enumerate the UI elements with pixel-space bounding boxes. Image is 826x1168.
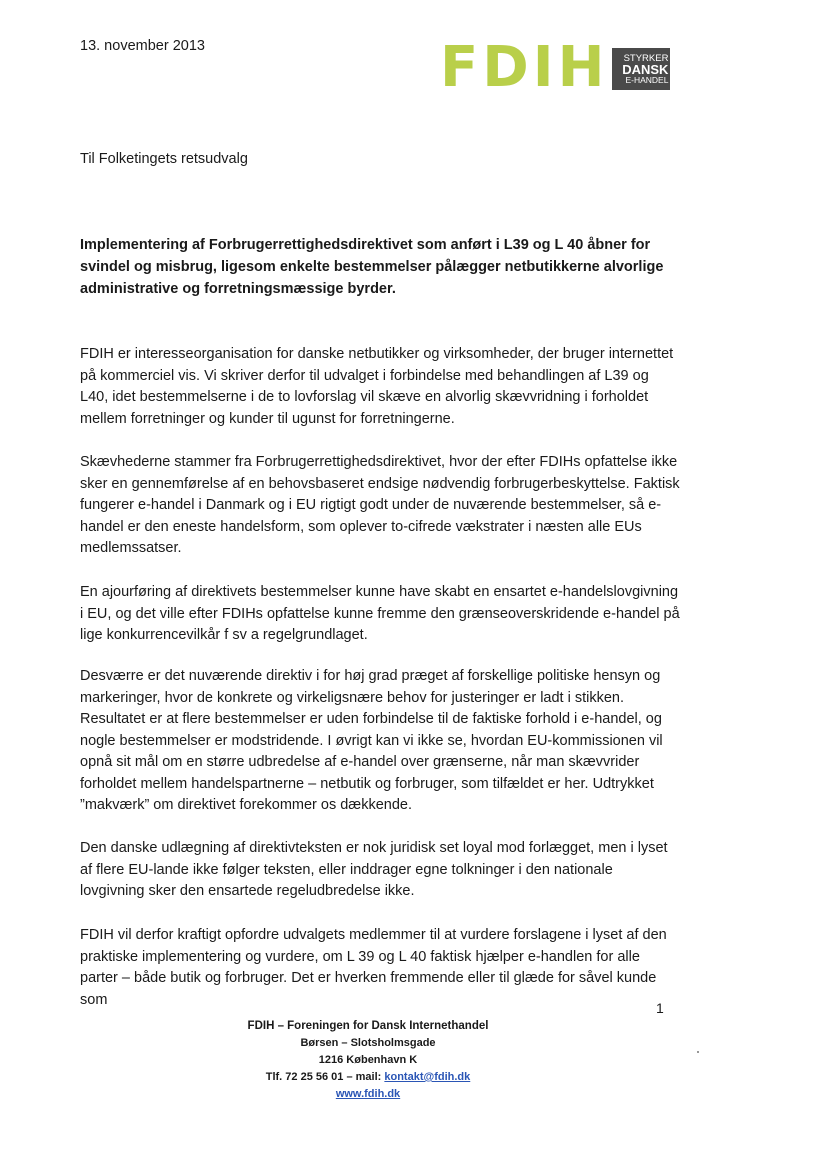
date: 13. november 2013 [80,38,205,54]
footer-email-link[interactable]: kontakt@fdih.dk [384,1071,471,1083]
paragraph-1: FDIH er interesseorganisation for danske netbutikker og virksomheder, der bruger internettet på kommerciel vis. Vi skriver derfor til udvalget i forbindelse med behandlingen af L39 og L40, idet bestemmelserne i de to lovforslag vil skæve en alvorlig skævvridning i forholdet mellem forretninger og kunder til ugunst for forretningerne. [80,346,674,427]
recipient: Til Folketingets retsudvalg [80,151,248,167]
footer-phone: Tlf. 72 25 56 01 – mail: [265,1071,385,1083]
footer-org: FDIH – Foreningen for Dansk Internethandel [247,1020,489,1032]
logo-tagline-3: E-HANDEL [625,75,669,85]
scan-speck [697,1051,699,1053]
logo-text: FDIH [440,35,609,100]
paragraph-3: En ajourføring af direktivets bestemmelser kunne have skabt en ensartet e-handelslovgivning i EU, og det ville efter FDIHs opfattelse kunne fremme den grænseoverskridende e-handel på lige konkurrencevilkår f sv a regelgrundlaget. [80,584,680,643]
fdih-logo [440,35,670,100]
footer-city: 1216 København K [318,1054,418,1066]
paragraph-4: Desværre er det nuværende direktiv i for høj grad præget af forskellige politiske hensyn og markeringer, hvor de konkrete og virkeligsnære behov for justeringer er ladt i stikken. Resultatet er at flere bestemmelser er uden forbindelse til de faktiske forhold i e-handel, og nogle bestemmelser er modstridende. I øvrigt kan vi ikke se, hvordan EU-kommissionen vil opnå sit mål om en større udbredelse af e-handel over grænserne, når man skævvrider forholdet mellem handelspartnerne – netbutik og forbruger, som tilfældet er her. Udtrykket ”makværk” om direktivet forekommer os dækkende. [80,668,663,813]
letter-heading: Implementering af Forbrugerrettighedsdirektivet som anført i L39 og L 40 åbner for svindel og misbrug, ligesom enkelte bestemmelser pålægger netbutikkerne alvorlige administrative og forretningsmæssige byrder. [80,237,664,297]
page-number: 1 [656,1000,664,1016]
footer-street: Børsen – Slotsholmsgade [300,1037,436,1049]
logo-tagline-1: STYRKER [623,52,669,64]
footer [168,1018,568,1103]
footer-website-link[interactable]: www.fdih.dk [335,1088,401,1100]
paragraph-6: FDIH vil derfor kraftigt opfordre udvalgets medlemmer til at vurdere forslagene i lyset af den praktiske implementering og vurdere, om L 39 og L 40 faktisk hjælper e-handlen for alle parter – både butik og forbruger. Det er hverken fremmende eller til glæde for såvel kunde som [80,927,667,1008]
footer-contact [168,1069,568,1086]
logo-tagline-box [612,48,670,90]
logo-tagline-2: DANSK [622,62,669,77]
paragraph-5: Den danske udlægning af direktivteksten er nok juridisk set loyal mod forlægget, men i lyset af flere EU-lande ikke følger teksten, eller inddrager egne tolkninger i den nationale lovgivning sker den ensartede regeludbredelse ikke. [80,840,668,899]
paragraph-2: Skævhederne stammer fra Forbrugerrettighedsdirektivet, hvor der efter FDIHs opfattelse ikke sker en gennemførelse af en behovsbaseret endsige nødvendig forbrugerbeskyttelse. Faktisk fungerer e-handel i Danmark og i EU rigtigt godt under de nuværende bestemmelser, så e-handel er den eneste handelsform, som oplever to-cifrede vækstrater i næsten alle EUs medlemssatser. [80,454,680,556]
